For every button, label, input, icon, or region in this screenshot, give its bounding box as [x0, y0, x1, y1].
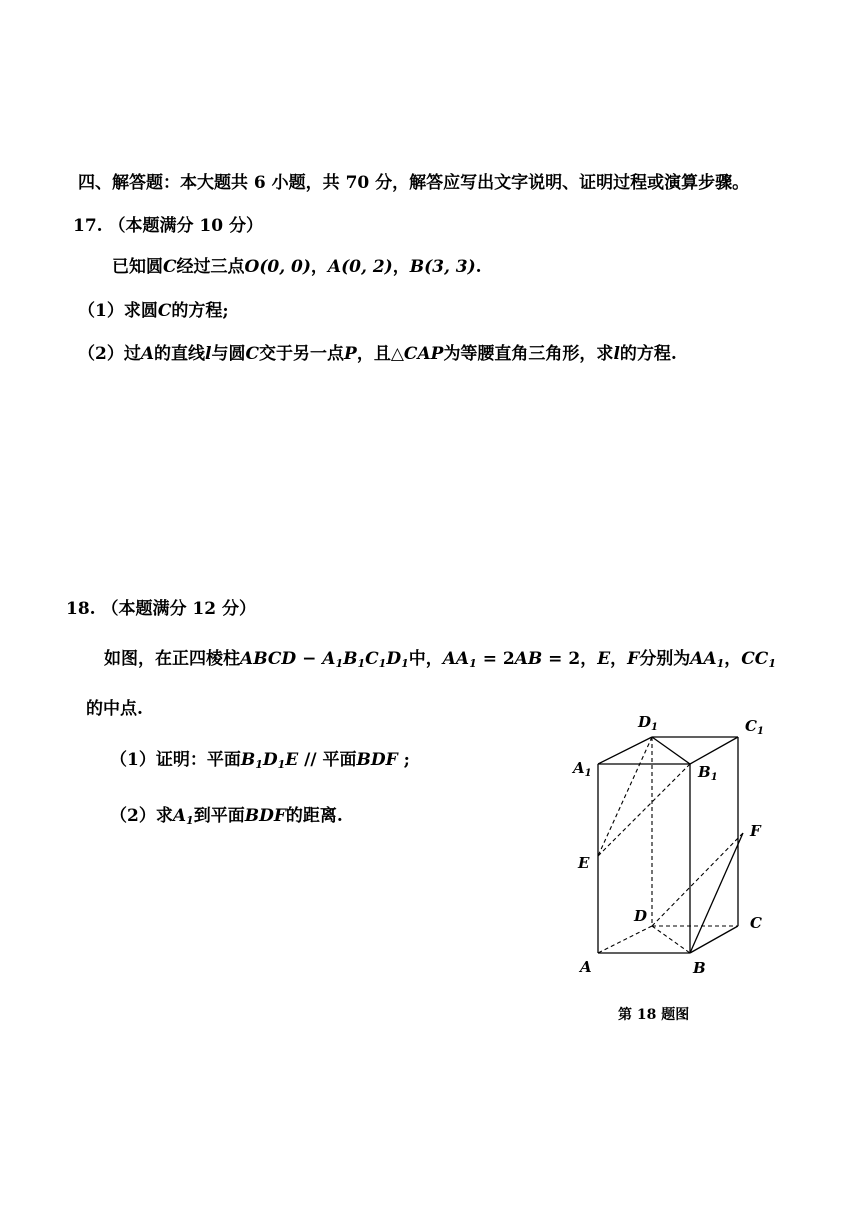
- label-B1: $B_1$: [698, 763, 718, 783]
- question-17-part-1: [78, 300, 229, 322]
- text: 已知圆: [112, 257, 163, 277]
- edge-DA-hidden: [598, 926, 652, 953]
- point-A: A(0, 2): [327, 257, 393, 277]
- edge-D1A1: [598, 737, 652, 764]
- plane-BDF: BDF: [244, 806, 286, 826]
- question-18-title: 18. （本题满分 12 分）: [66, 599, 256, 619]
- question-17-title: 17. （本题满分 10 分）: [73, 216, 263, 236]
- text: 平面: [322, 750, 357, 770]
- question-18-prompt: [104, 648, 776, 670]
- question-18-part-2: [110, 805, 343, 827]
- symbol-A: A: [140, 344, 155, 364]
- text: （1）求圆: [78, 301, 158, 321]
- equals: = 2: [542, 649, 581, 669]
- segment-B1E-hidden: [598, 764, 690, 856]
- equals: = 2: [476, 649, 515, 669]
- text: 中，: [408, 649, 443, 669]
- segment-BF: [690, 833, 743, 953]
- point-E: E: [597, 649, 611, 669]
- label-C: C: [750, 914, 762, 932]
- text: （2）求: [110, 806, 173, 826]
- point-B: B(3, 3): [409, 257, 476, 277]
- symbol-CAP: CAP: [403, 344, 444, 364]
- section-header: 四、解答题：本大题共 6 小题，共 70 分，解答应写出文字说明、证明过程或演算步骤。: [78, 173, 750, 193]
- text: 分别为: [639, 649, 691, 669]
- separator: ，: [392, 257, 410, 277]
- label-C1: $C_1$: [745, 717, 764, 737]
- vertex-D1: $D_1$: [386, 649, 409, 670]
- symbol-l: l: [613, 344, 620, 364]
- text: （1）证明：平面: [110, 750, 241, 770]
- prism-figure: [560, 700, 780, 990]
- text: 到平面: [193, 806, 245, 826]
- point-E: E: [285, 750, 299, 770]
- symbol-l: l: [205, 344, 212, 364]
- prism-base: ABCD: [240, 649, 297, 669]
- parallel-symbol: //: [298, 750, 323, 770]
- text: 交于另一点: [259, 344, 345, 364]
- symbol-C: C: [245, 344, 260, 364]
- label-D: D: [634, 907, 648, 925]
- symbol-P: P: [344, 344, 357, 364]
- comma: ，: [610, 649, 628, 669]
- symbol-C: C: [163, 257, 177, 277]
- segment-AB: AB: [514, 649, 543, 669]
- point-O: O(0, 0): [244, 257, 311, 277]
- question-18-part-1: [110, 749, 410, 771]
- text: ，且△: [356, 344, 404, 364]
- diagonal-D1B1: [652, 737, 690, 764]
- text: 经过三点: [176, 257, 245, 277]
- text: 与圆: [211, 344, 246, 364]
- dash: −: [296, 649, 323, 669]
- label-B: B: [693, 959, 706, 977]
- comma: ，: [724, 649, 742, 669]
- plane-BDF: BDF: [356, 750, 398, 770]
- label-A: A: [580, 958, 592, 976]
- segment-DB-hidden: [652, 926, 690, 953]
- vertex-D1: $D_1$: [262, 750, 286, 771]
- separator: ，: [310, 257, 328, 277]
- label-F: F: [750, 822, 761, 840]
- segment-DF-hidden: [652, 833, 743, 926]
- label-D1: $D_1$: [638, 713, 658, 733]
- text: 如图，在正四棱柱: [104, 649, 240, 669]
- vertex-A1: $A_1$: [322, 649, 344, 670]
- vertex-C1: $C_1$: [365, 649, 387, 670]
- symbol-C: C: [157, 301, 172, 321]
- vertex-B1: $B_1$: [240, 750, 263, 771]
- vertex-A1: $A_1$: [172, 806, 194, 827]
- text: 的距离.: [285, 806, 343, 826]
- text: 的直线: [154, 344, 206, 364]
- question-18-prompt-continued: 的中点.: [86, 699, 143, 719]
- text: （2）过: [78, 344, 141, 364]
- figure-caption: 第 18 题图: [618, 1007, 690, 1023]
- segment-AA1: $AA_1$: [442, 649, 477, 670]
- point-F: F: [627, 649, 640, 669]
- segment-CC1: $CC_1$: [741, 649, 776, 670]
- question-17-prompt: [112, 256, 482, 278]
- vertex-B1: $B_1$: [343, 649, 366, 670]
- edge-BC: [690, 926, 738, 953]
- edge-B1C1: [690, 737, 738, 764]
- text: 为等腰直角三角形，求: [443, 344, 614, 364]
- question-17-part-2: [78, 343, 677, 365]
- semicolon: ;: [397, 750, 410, 770]
- text: 的方程.: [619, 344, 677, 364]
- comma: ，: [580, 649, 598, 669]
- text: 的方程;: [171, 301, 229, 321]
- segment-D1E-hidden: [598, 737, 652, 856]
- label-E: E: [578, 854, 590, 872]
- label-A1: $A_1$: [573, 759, 592, 779]
- segment-AA1: $AA_1$: [690, 649, 725, 670]
- period: .: [475, 257, 482, 277]
